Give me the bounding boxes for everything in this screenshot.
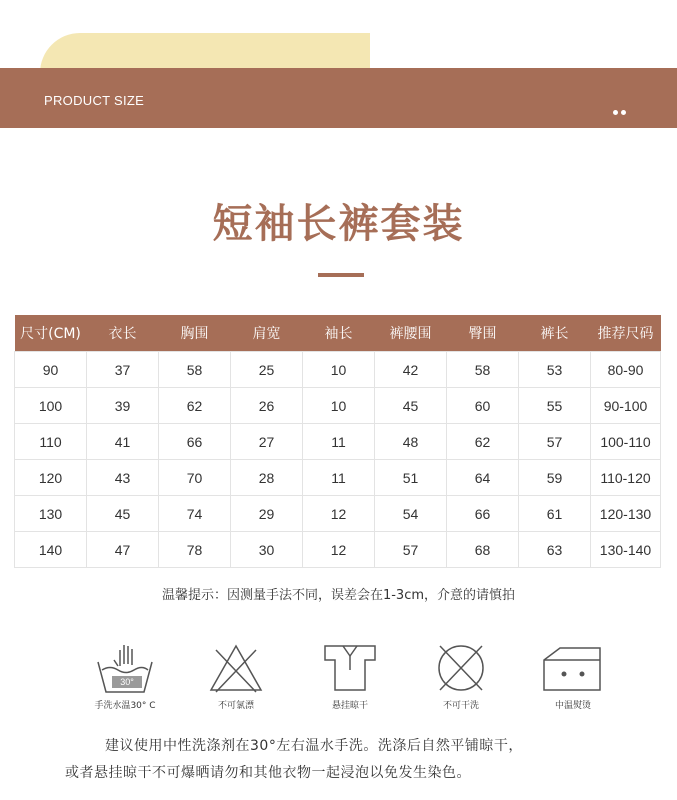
- table-cell: 62: [447, 424, 519, 460]
- table-cell: 41: [87, 424, 159, 460]
- table-cell: 11: [303, 460, 375, 496]
- table-row: [15, 388, 661, 424]
- table-cell: 27: [231, 424, 303, 460]
- table-cell: 80-90: [591, 352, 661, 388]
- care-label: 中温熨烫: [554, 701, 591, 711]
- banner-label: PRODUCT SIZE: [44, 93, 145, 108]
- care-label: 不可干洗: [442, 701, 479, 711]
- table-cell: 63: [519, 532, 591, 568]
- title-divider: [318, 273, 364, 277]
- table-cell: 25: [231, 352, 303, 388]
- care-notes: [65, 733, 635, 787]
- page-title: 短袖长裤套装: [212, 201, 465, 247]
- banner-dots: [613, 100, 629, 119]
- table-cell: 78: [159, 532, 231, 568]
- col-header: 推荐尺码: [591, 315, 661, 352]
- table-cell: 66: [159, 424, 231, 460]
- table-row: [15, 496, 661, 532]
- col-header: 衣长: [87, 315, 159, 352]
- decorative-tab: [40, 33, 370, 73]
- care-item-no-dry-clean: [411, 640, 511, 711]
- table-cell: 11: [303, 424, 375, 460]
- table-cell: 12: [303, 532, 375, 568]
- table-row: [15, 424, 661, 460]
- measurement-tip: 温馨提示：因测量手法不同，误差会在1-3cm，介意的请慎拍: [161, 588, 516, 603]
- table-cell: 45: [87, 496, 159, 532]
- table-cell: 10: [303, 388, 375, 424]
- table-cell: 60: [447, 388, 519, 424]
- table-row: [15, 352, 661, 388]
- table-cell: 54: [375, 496, 447, 532]
- care-label: 不可氯漂: [217, 701, 254, 711]
- table-cell: 30: [231, 532, 303, 568]
- table-cell: 51: [375, 460, 447, 496]
- table-cell: 59: [519, 460, 591, 496]
- table-cell: 58: [159, 352, 231, 388]
- col-header: 肩宽: [231, 315, 303, 352]
- table-row: [15, 460, 661, 496]
- no-bleach-icon: [201, 640, 271, 696]
- table-cell: 120: [15, 460, 87, 496]
- table-header-row: [15, 315, 661, 352]
- table-cell: 120-130: [591, 496, 661, 532]
- table-cell: 37: [87, 352, 159, 388]
- medium-iron-icon: [538, 640, 608, 696]
- care-note-line: 建议使用中性洗涤剂在30°左右温水手洗。洗涤后自然平铺晾干，: [105, 738, 523, 754]
- wash-temp-label: 30°: [120, 677, 134, 687]
- table-cell: 29: [231, 496, 303, 532]
- table-cell: 90-100: [591, 388, 661, 424]
- table-cell: 43: [87, 460, 159, 496]
- hand-wash-icon: [90, 640, 160, 696]
- table-cell: 100-110: [591, 424, 661, 460]
- size-table: [14, 315, 661, 568]
- table-cell: 58: [447, 352, 519, 388]
- table-cell: 28: [231, 460, 303, 496]
- hang-dry-icon: [315, 640, 385, 696]
- col-header: 臀围: [447, 315, 519, 352]
- table-cell: 55: [519, 388, 591, 424]
- table-cell: 70: [159, 460, 231, 496]
- care-item-hand-wash: [75, 640, 175, 711]
- care-label: 手洗水温30° C: [94, 701, 156, 711]
- table-cell: 48: [375, 424, 447, 460]
- table-cell: 66: [447, 496, 519, 532]
- table-cell: 110-120: [591, 460, 661, 496]
- col-header: 胸围: [159, 315, 231, 352]
- table-cell: 57: [519, 424, 591, 460]
- care-item-medium-iron: [523, 640, 623, 711]
- table-cell: 140: [15, 532, 87, 568]
- care-note-line: 或者悬挂晾干不可爆晒请勿和其他衣物一起浸泡以免发生染色。: [65, 765, 471, 781]
- table-cell: 110: [15, 424, 87, 460]
- table-cell: 62: [159, 388, 231, 424]
- table-cell: 57: [375, 532, 447, 568]
- table-cell: 74: [159, 496, 231, 532]
- table-cell: 68: [447, 532, 519, 568]
- col-header: 尺寸(CM): [15, 315, 87, 352]
- col-header: 裤腰围: [375, 315, 447, 352]
- table-cell: 39: [87, 388, 159, 424]
- table-cell: 45: [375, 388, 447, 424]
- table-cell: 26: [231, 388, 303, 424]
- table-row: [15, 532, 661, 568]
- table-cell: 47: [87, 532, 159, 568]
- table-cell: 90: [15, 352, 87, 388]
- col-header: 裤长: [519, 315, 591, 352]
- table-cell: 53: [519, 352, 591, 388]
- col-header: 袖长: [303, 315, 375, 352]
- table-cell: 10: [303, 352, 375, 388]
- care-label: 悬挂晾干: [331, 701, 368, 711]
- table-cell: 130-140: [591, 532, 661, 568]
- table-cell: 12: [303, 496, 375, 532]
- table-cell: 100: [15, 388, 87, 424]
- table-cell: 64: [447, 460, 519, 496]
- care-item-hang-dry: [300, 640, 400, 711]
- no-dry-clean-icon: [426, 640, 496, 696]
- care-item-no-bleach: [186, 640, 286, 711]
- table-cell: 130: [15, 496, 87, 532]
- table-cell: 42: [375, 352, 447, 388]
- table-cell: 61: [519, 496, 591, 532]
- section-banner: [0, 68, 677, 128]
